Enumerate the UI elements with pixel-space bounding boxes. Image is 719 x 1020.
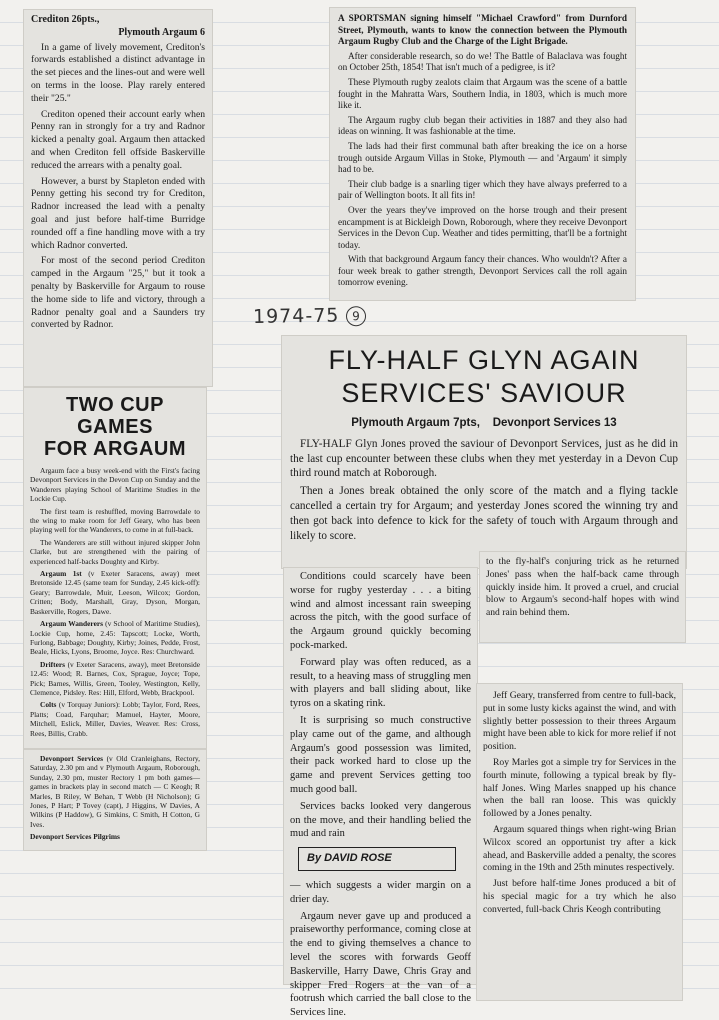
paragraph: Jeff Geary, transferred from centre to full-back, put in some lusty kicks against the wind, and with slightly better possession to their threes Argaum might have been able to kick for more relief if not position. xyxy=(483,690,676,753)
cup-games-headline: TWO CUP GAMES FOR ARGAUM xyxy=(43,394,187,460)
paragraph: These Plymouth rugby zealots claim that Argaum was the scene of a battle fought in the Mahratta Wars, Southern India, in 1803, which is much more like it. xyxy=(338,76,627,111)
paragraph: Then a Jones break obtained the only score of the match and a flying tackle cancelled a certain try for Argaum; and yesterday Jones scored the winning try and then got back into defence to kick for the safety of touch with Argaum through and likely to score. xyxy=(290,485,678,542)
paragraph: Argaum face a busy week-end with the First's facing Devonport Services in the Devon Cup on Sunday and the Wanderers playing School of Maritime Studies in the Lockie Cup. xyxy=(30,466,200,504)
paragraph: With that background Argaum fancy their chances. Who wouldn't? After a four week break to gather strength, Devonport Services call the roll again tomorrow evening. xyxy=(338,254,627,288)
team-listing: Colts (v Torquay Juniors): Lobb; Taylor, Ford, Rees, Platts; Coad, Farquhar; Mamuel, Hayter, Moore, Mitchell, Eslick, Miller, Davies, Weaver. Res: Cross, Rees, Billis, Crabb. xyxy=(30,700,200,738)
team-listing: Drifters (v Exeter Saracens, away), meet Bretonside 12.45: Wood; R. Barnes, Cox, Sprague, Joyce; Tope, Pick; Barnes, Willis, Green, Tooley, Westington, Kelly, Clemence, Pidsley. Res: Hill, Elford, Webb, Brackpool. xyxy=(30,659,200,697)
paragraph: Argaum never gave up and produced a praiseworthy performance, coming close at the end to giving themselves a chance to level the scores with forwards Geoff Baskerville, Harry Dawe, Chris Gray and skipper Fred Rogers at the van of a footrush which carried the ball close to the Services line. xyxy=(290,910,471,1019)
paragraph: The lads had their first communal bath after breaking the ice on a horse trough outside Argaum Villas in Stoke, Plymouth — and 'Argaum' it simply had to be. xyxy=(338,140,627,175)
paragraph: The Argaum rugby club began their activities in 1887 and they also had ideas on winning. It was fashionable at the time. xyxy=(338,114,627,137)
team-listing: Argaum 1st (v Exeter Saracens, away) meet Bretonside 12.45 (same team for Sunday, 2.45 kick-off): Geary; Barrowdale, Muir, Leeson, Wilcox; Gordon, Critten; Body, Marshall, Gray, Dyson, Morgan, Baskerville, Rogers, Dawe. xyxy=(30,569,200,616)
paragraph: The Wanderers are still without injured skipper John Clarke, but are strengthened with the pairing of experienced half-backs Doughty and Kirby. xyxy=(30,537,200,566)
paragraph: The first team is reshuffled, moving Barrowdale to the wing to make room for Jeff Geary, who has been playing well for the Wanderers, to come in at full-back. xyxy=(30,506,200,535)
crediton-score-line xyxy=(31,14,205,27)
paragraph: Roy Marles got a simple try for Services in the fourth minute, following a typical break by fly-half Jones. Wing Marles snapped up his chance when the ball ran loose. This was quickly followed by a Jones penalty. xyxy=(483,756,676,820)
cup-games-clipping xyxy=(24,388,206,748)
crediton-score: Crediton 26pts., xyxy=(31,14,100,25)
paragraph: Argaum squared things when right-wing Brian Wilcox scored an opportunist try after a kick ahead, and Baskerville added a penalty, the scores coming in the 19th and 25th minutes respectively. xyxy=(483,823,676,874)
paragraph: Services backs looked very dangerous on the move, and their handling belied the mud and rain xyxy=(290,800,471,840)
main-article-column-1 xyxy=(284,568,477,1019)
paragraph: It is surprising so much constructive play came out of the game, and although Argaum's good possession was limited, their pack worked hard to close up the game and prevent Services getting too much good ball. xyxy=(290,714,471,795)
sportsman-lead: A SPORTSMAN signing himself "Michael Crawford" from Durnford Street, Plymouth, wants to know the connection between the Plymouth Argaum Rugby Club and the Charge of the Light Brigade. xyxy=(338,13,627,47)
paragraph: FLY-HALF Glyn Jones proved the saviour of Devonport Services, just as he did in the last cup encounter between these clubs when they met yesterday in a Devon Cup third round match at Roborough. xyxy=(290,437,678,480)
paragraph: Just before half-time Jones produced a bit of his special magic for a try which he also converted, full-back Chris Keogh contributing xyxy=(483,878,676,915)
main-article-column-2 xyxy=(477,684,682,1000)
main-headline: FLY-HALF GLYN AGAIN SERVICES' SAVIOUR xyxy=(328,345,640,408)
main-article-clipping xyxy=(282,336,686,568)
cutoff-line: Devonport Services Pilgrims xyxy=(30,832,120,842)
paragraph: For most of the second period Crediton camped in the Argaum "25," but it took a penalty by Baskerville for Argaum to rouse the home side to life and victory, through a Radnor penalty goal and a Saunders try converted by Radnor. xyxy=(31,255,205,331)
paragraph: Their club badge is a snarling tiger which they have always preferred to a pair of Wellington boots. It all fits in! xyxy=(338,178,627,201)
page-number-circle: 9 xyxy=(346,306,366,326)
paragraph: However, a burst by Stapleton ended with Penny getting his second try for Crediton, Radnor increased the lead with a penalty goal and just before half-time Burridge rounded off a fine handling move with a try which Radnor converted. xyxy=(31,175,205,251)
paragraph: After considerable research, so do we! The Battle of Balaclava was fought on October 25th, 1854! That isn't much of a pedigree, is it? xyxy=(338,50,627,73)
paragraph: to the fly-half's conjuring trick as he returned Jones' pass when the half-back came through quickly inside him. It proved a cruel, and crucial blow to Argaum's second-half hopes with wind and rain behind them. xyxy=(486,556,679,619)
paragraph: — which suggests a wider margin on a drier day. xyxy=(290,879,471,905)
paragraph: Conditions could scarcely have been worse for rugby yesterday . . . a biting wind and almost incessant rain sweeping across the pitch, with the good surface of the Argaum ground quickly becoming pock-marked. xyxy=(290,571,471,651)
paragraph: Forward play was often reduced, as a result, to a heaving mass of struggling men with players and ball sliding about, like tyros on a skating rink. xyxy=(290,656,471,710)
argaum-score: Plymouth Argaum 6 xyxy=(118,26,205,38)
sportsman-clipping xyxy=(330,8,635,300)
main-score-line: Plymouth Argaum 7pts, Devonport Services 13 xyxy=(351,417,617,429)
byline-box: By DAVID ROSE xyxy=(298,847,456,871)
crediton-report-clipping xyxy=(24,10,212,386)
paragraph: Crediton opened their account early when Penny ran in strongly for a try and Radnor kicked a penalty goal. Argaum then attacked and when Crediton fell offside Baskerville reduced the arrears with a penalty goal. xyxy=(31,108,205,171)
main-article-column-2-top xyxy=(480,552,685,642)
handwritten-season-note: 1974-75 9 xyxy=(253,304,367,328)
paragraph: Over the years they've improved on the horse trough and their present encampment is at Bickleigh Down, Roborough, where they receive Devonport Services in the Devon Cup. Weather and tides permitting, that'll be a fortnight today. xyxy=(338,204,627,250)
paragraph: In a game of lively movement, Crediton's forwards established a distinct advantage in the set pieces and the lines-out and were well on terms in the loose. Play rarely entered their "25." xyxy=(31,41,205,104)
team-listing: Argaum Wanderers (v School of Maritime Studies), Lockie Cup, home, 2.45: Tapscott; Locke, Worth, Furlong, Babbage; Doughty, Kirby; Joines, Pedde, Frost, Beale, Hicks, Lyons, Broome, Joyce. Res: Churchward. xyxy=(30,619,200,657)
team-listing: Devonport Services (v Old Cranleighans, Rectory, Saturday, 2.30 pm and v Plymouth Argaum, Roborough, Sunday, 2.30 pm, muster Rectory 1 pm both games—games in brackets play in second match — C Keogh; R Marles, B Riley, W Behan, T Webb (H Nicholson); G Jones, P Hart; P Tovey (capt), J Higgins, W Davies, A Wilkins (P Haddow), G Simkins, C Smith, H Cotton, G Ives. xyxy=(30,754,200,829)
devonport-teams-clipping xyxy=(24,750,206,850)
